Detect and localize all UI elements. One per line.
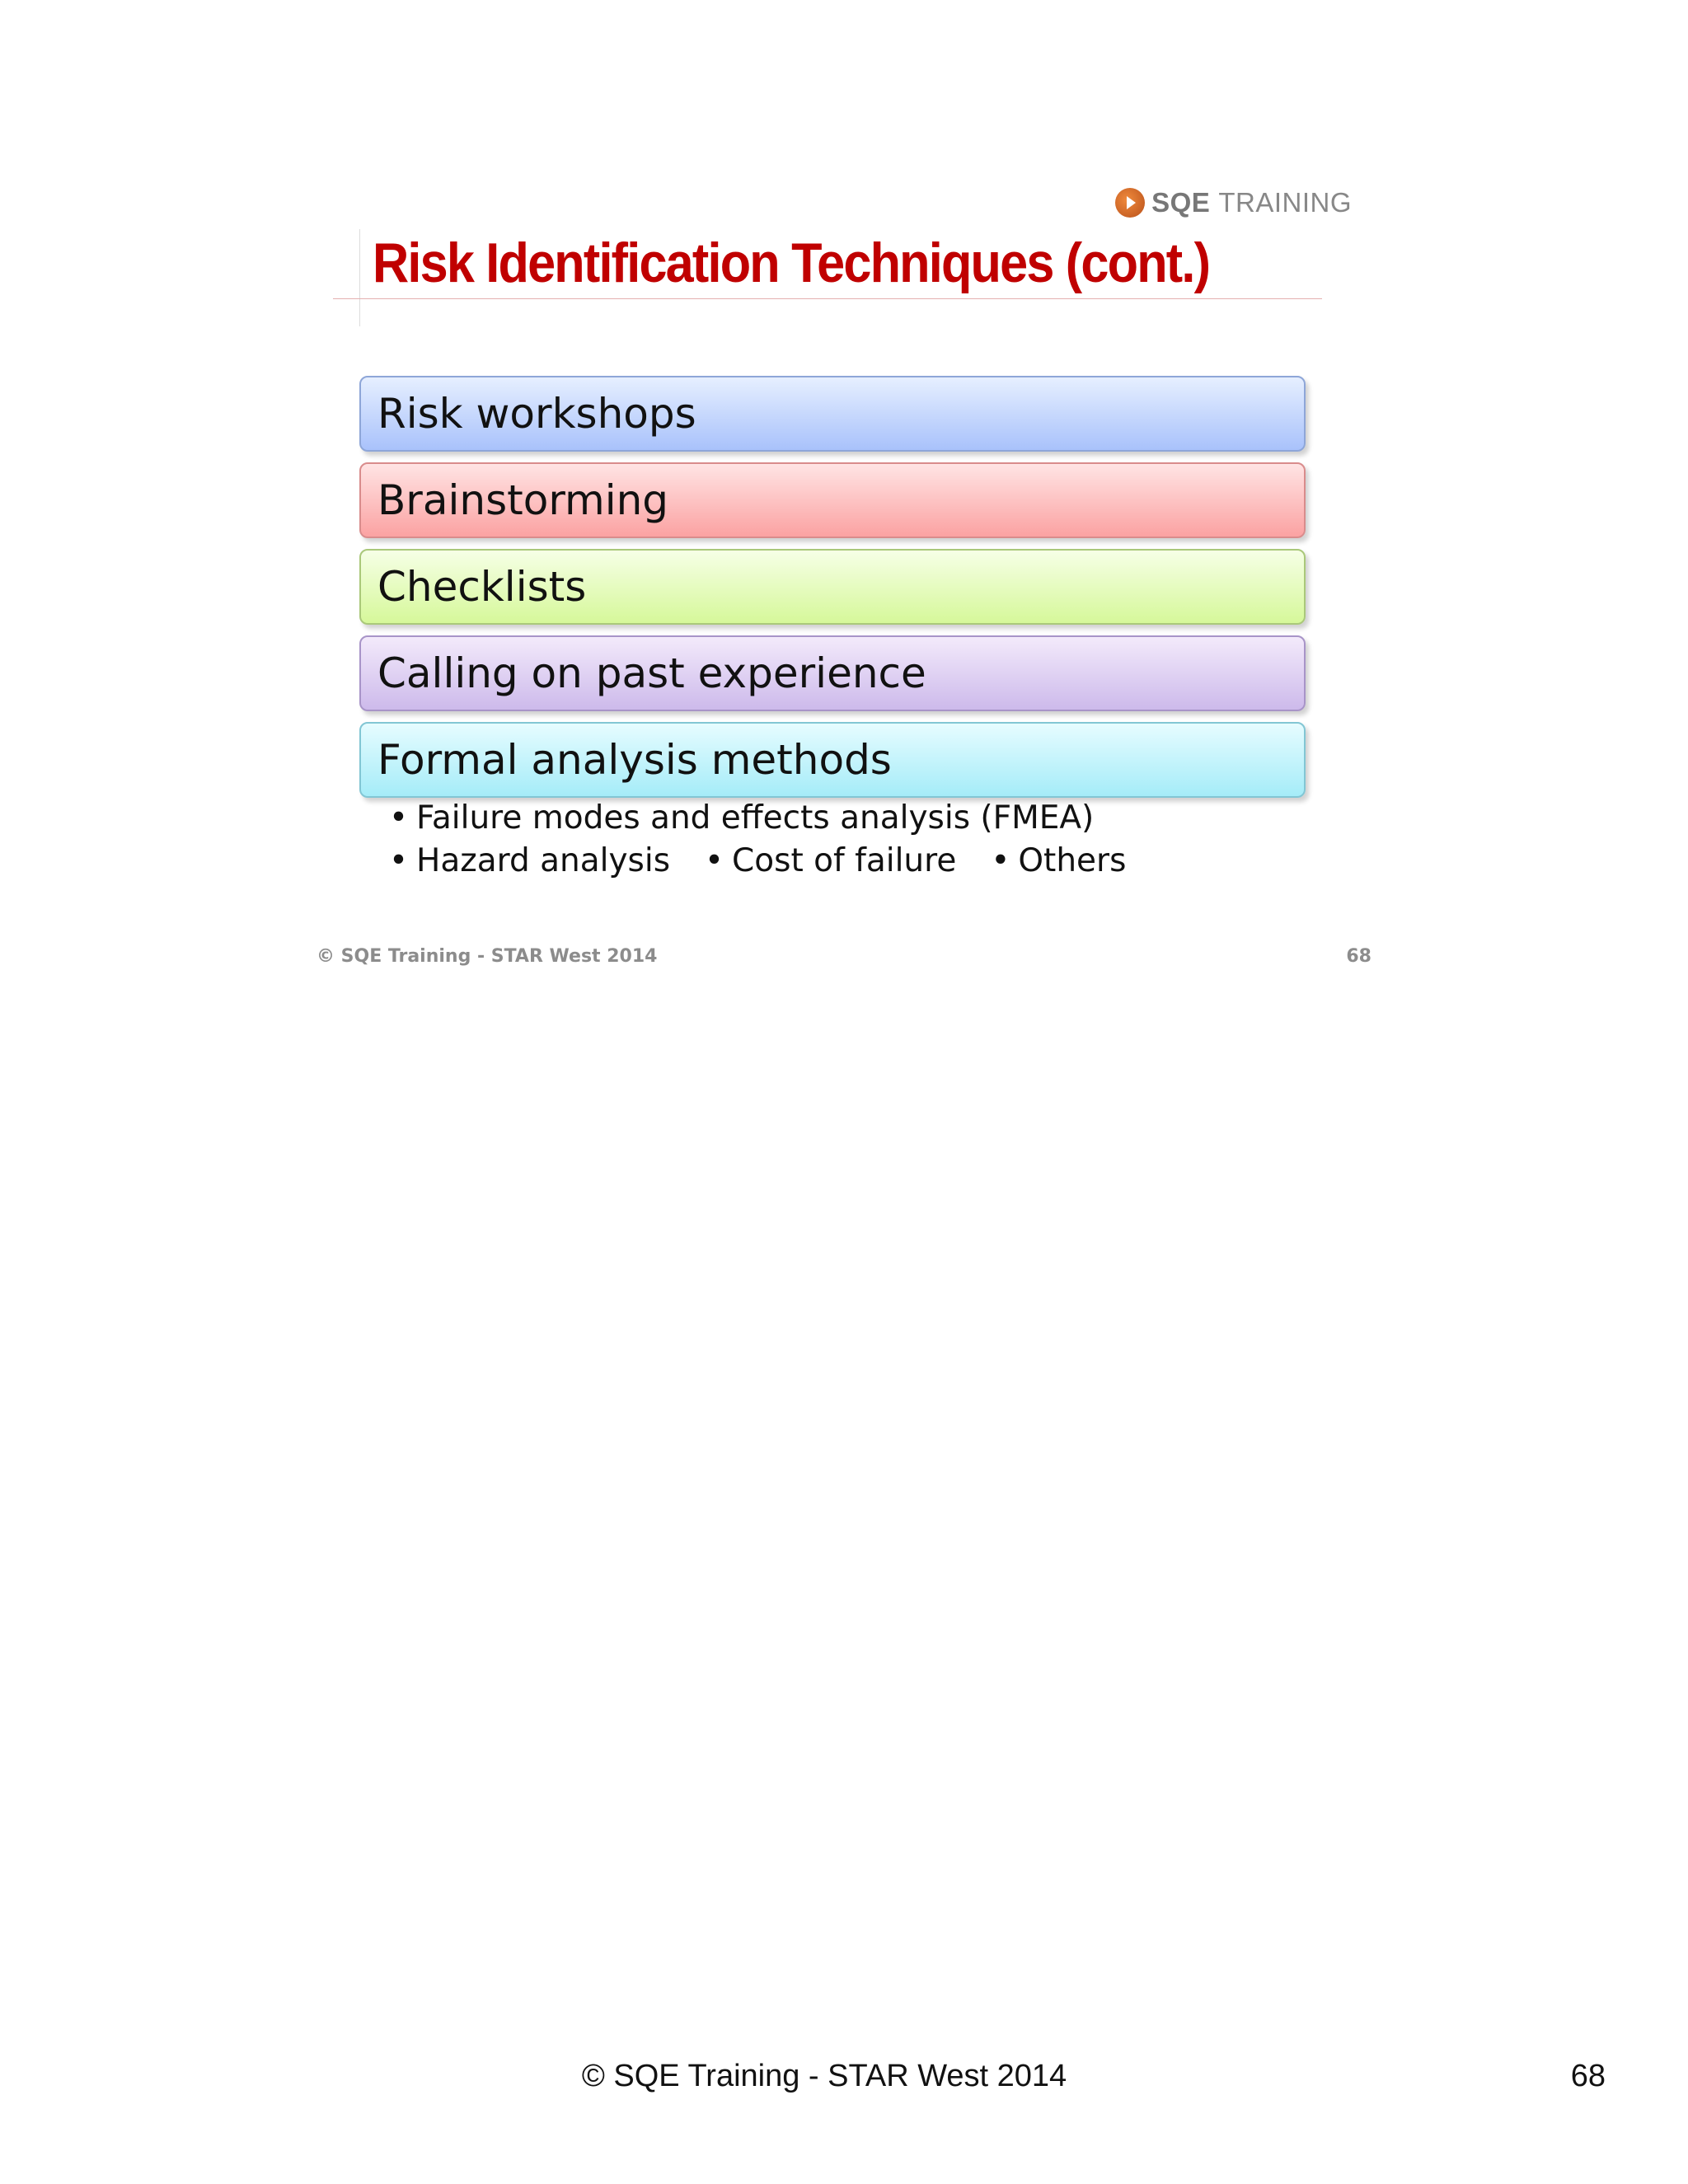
sub-bullet-text: Cost of failure xyxy=(732,842,957,879)
technique-label: Risk workshops xyxy=(377,390,696,438)
sqe-training-logo xyxy=(1115,187,1352,218)
slide-footer-page-number: 68 xyxy=(1346,946,1372,967)
bullet-glyph: • xyxy=(389,842,409,879)
logo-strong-text: SQE xyxy=(1151,187,1211,218)
technique-label: Brainstorming xyxy=(377,476,669,524)
slide-title: Risk Identification Techniques (cont.) xyxy=(373,232,1210,294)
sub-bullet-text: Others xyxy=(1018,842,1127,879)
technique-box-brainstorming xyxy=(359,462,1306,538)
sub-bullet-row xyxy=(389,842,1160,879)
sub-bullet-fmea xyxy=(389,799,1094,837)
technique-label: Calling on past experience xyxy=(377,649,926,697)
title-horizontal-rule xyxy=(333,298,1322,299)
sub-bullet-text: Hazard analysis xyxy=(416,842,671,879)
page-footer-page-number: 68 xyxy=(1570,2059,1606,2093)
technique-label: Checklists xyxy=(377,563,587,611)
page-footer-copyright: © SQE Training - STAR West 2014 xyxy=(581,2059,1067,2093)
technique-box-risk-workshops xyxy=(359,376,1306,452)
bullet-glyph: • xyxy=(389,799,409,837)
sub-bullet-cost xyxy=(705,842,956,879)
technique-box-checklists xyxy=(359,549,1306,625)
sub-bullet-others xyxy=(991,842,1126,879)
technique-box-past-experience xyxy=(359,635,1306,711)
sub-bullet-text: Failure modes and effects analysis (FMEA) xyxy=(416,799,1095,837)
logo-rest-text: TRAINING xyxy=(1218,187,1352,218)
technique-label: Formal analysis methods xyxy=(377,736,892,784)
slide-footer-copyright: © SQE Training - STAR West 2014 xyxy=(316,946,658,967)
technique-box-formal-analysis xyxy=(359,722,1306,798)
play-circle-icon xyxy=(1115,188,1145,218)
sub-bullet-hazard xyxy=(389,842,670,879)
title-vertical-rule xyxy=(359,229,360,326)
bullet-glyph: • xyxy=(705,842,724,879)
slide xyxy=(316,165,1372,989)
bullet-glyph: • xyxy=(991,842,1010,879)
